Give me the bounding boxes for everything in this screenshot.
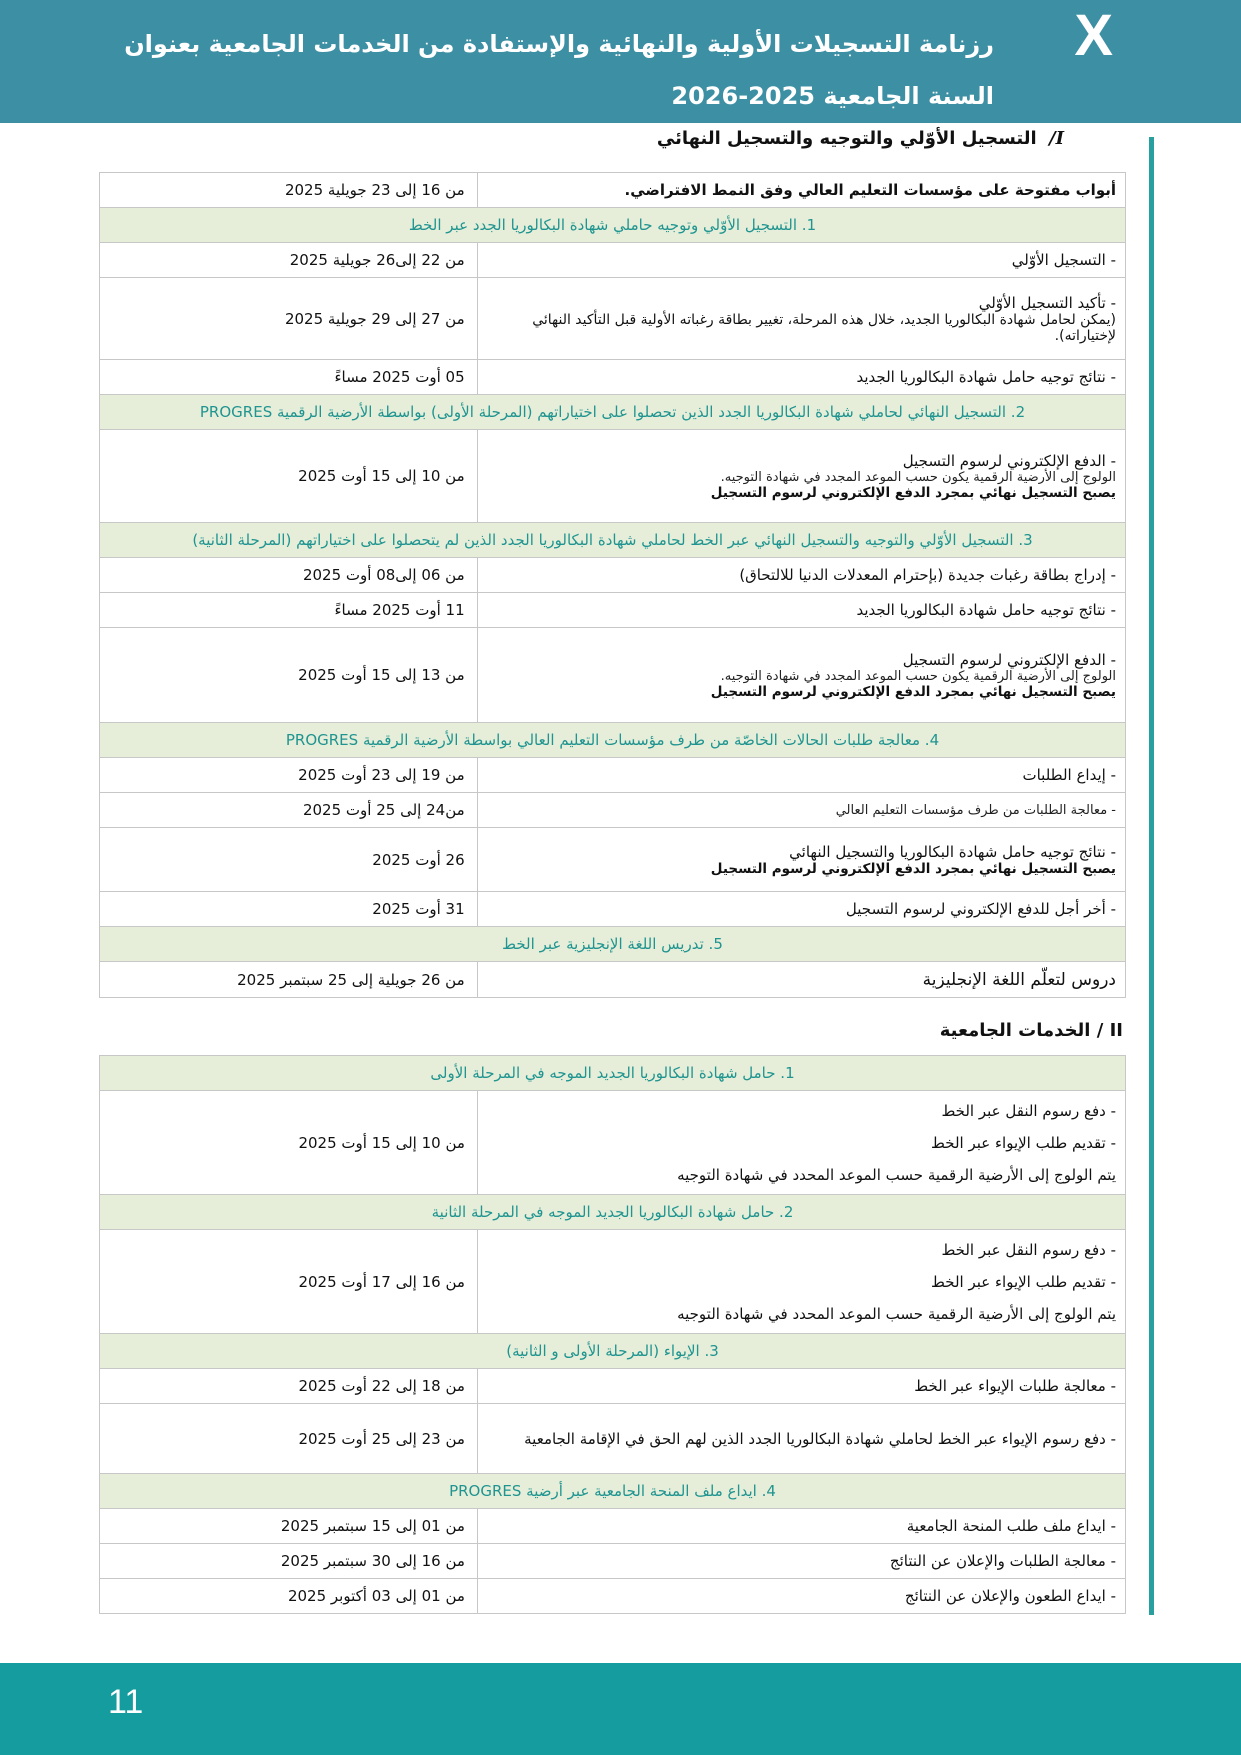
row-description: - معالجة الطلبات من طرف مؤسسات التعليم العالي [477,793,1125,828]
table-row [100,628,1126,723]
row-text: - تأكيد التسجيل الأوّلي [978,293,1116,312]
row-date: من 23 إلى 25 أوت 2025 [100,1404,478,1474]
table-band [100,208,1126,243]
row-date: من 27 إلى 29 جويلية 2025 [100,278,478,360]
band-title: 2. التسجيل النهائي لحاملي شهادة البكالوريا الجدد الذين تحصلوا على اختياراتهم (المرحلة الأولى) بواسطة الأرضية الرقمية PROGRES [100,395,1126,430]
table-row [100,173,1126,208]
table-row [100,1404,1126,1474]
row-text: يتم الولوج إلى الأرضية الرقمية حسب الموعد المحدد في شهادة التوجيه [677,1304,1116,1323]
band-title: 1. التسجيل الأوّلي وتوجيه حاملي شهادة البكالوريا الجدد عبر الخط [100,208,1126,243]
table-band [100,1195,1126,1230]
table-band [100,723,1126,758]
table-row [100,1369,1126,1404]
row-date: 31 أوت 2025 [100,892,478,927]
row-description [477,828,1125,892]
row-text: يتم الولوج إلى الأرضية الرقمية حسب الموعد المحدد في شهادة التوجيه [677,1165,1116,1184]
band-title: 5. تدريس اللغة الإنجليزية عبر الخط [100,927,1126,962]
section-heading-2: II / الخدمات الجامعية [939,1020,1123,1041]
registration-table [99,172,1126,998]
page-number: 11 [108,1683,144,1721]
row-note: الولوج إلى الأرضية الرقمية يكون حسب الموعد المجدد في شهادة التوجيه. [720,469,1116,485]
row-text: - دفع رسوم النقل عبر الخط [941,1240,1116,1259]
page-footer [0,1663,1241,1755]
row-description: - ايداع الطعون والإعلان عن النتائج [477,1579,1125,1614]
row-date: من 01 إلى 03 أكتوبر 2025 [100,1579,478,1614]
table-row [100,430,1126,523]
row-date: من 26 جويلية إلى 25 سبتمبر 2025 [100,962,478,998]
row-date: من 16 إلى 30 سبتمبر 2025 [100,1544,478,1579]
sidebar-accent-line [1149,137,1154,1615]
row-date: من 06 إلى08 أوت 2025 [100,558,478,593]
row-text: - الدفع الإلكتروني لرسوم التسجيل [902,650,1116,669]
row-date: من 22 إلى26 جويلية 2025 [100,243,478,278]
table-row [100,558,1126,593]
table-band [100,523,1126,558]
row-date: 05 أوت 2025 مساءً [100,360,478,395]
row-date: من 10 إلى 15 أوت 2025 [100,1091,478,1195]
row-description: - ايداع ملف طلب المنحة الجامعية [477,1509,1125,1544]
row-description [477,1091,1125,1195]
table-band [100,395,1126,430]
row-date: من 10 إلى 15 أوت 2025 [100,430,478,523]
table-band [100,1334,1126,1369]
row-date: من 18 إلى 22 أوت 2025 [100,1369,478,1404]
row-text: - نتائج توجيه حامل شهادة البكالوريا والتسجيل النهائي [789,842,1116,861]
band-title: 2. حامل شهادة البكالوريا الجديد الموجه في المرحلة الثانية [100,1195,1126,1230]
table-band [100,1474,1126,1509]
table-row [100,360,1126,395]
row-emphasis: يصبح التسجيل نهائي بمجرد الدفع الإلكتروني لرسوم التسجيل [710,860,1116,877]
table-row [100,278,1126,360]
row-note: (يمكن لحامل شهادة البكالوريا الجديد، خلال هذه المرحلة، تغيير بطاقة رغباته الأولية قبل التأكيد النهائي لإختياراته). [532,311,1116,344]
row-description: - نتائج توجيه حامل شهادة البكالوريا الجديد [477,360,1125,395]
table-row [100,1579,1126,1614]
row-date: من 19 إلى 23 أوت 2025 [100,758,478,793]
row-date: من24 إلى 25 أوت 2025 [100,793,478,828]
row-text: - تقديم طلب الإيواء عبر الخط [931,1133,1116,1152]
row-description: - إدراج بطاقة رغبات جديدة (بإحترام المعدلات الدنيا للالتحاق) [477,558,1125,593]
table-row [100,1509,1126,1544]
section-title: التسجيل الأوّلي والتوجيه والتسجيل النهائي [656,128,1037,149]
table-row [100,793,1126,828]
row-description: دروس لتعلّم اللغة الإنجليزية [477,962,1125,998]
page-header [0,0,1241,123]
row-text: - تقديم طلب الإيواء عبر الخط [931,1272,1116,1291]
row-date: من 01 إلى 15 سبتمبر 2025 [100,1509,478,1544]
band-title: 1. حامل شهادة البكالوريا الجديد الموجه في المرحلة الأولى [100,1056,1126,1091]
close-icon[interactable]: X [1074,3,1113,68]
row-emphasis: يصبح التسجيل نهائي بمجرد الدفع الإلكتروني لرسوم التسجيل [710,683,1116,700]
row-text: - دفع رسوم النقل عبر الخط [941,1101,1116,1120]
row-description: - نتائج توجيه حامل شهادة البكالوريا الجديد [477,593,1125,628]
band-title: 3. الإيواء (المرحلة الأولى و الثانية) [100,1334,1126,1369]
table-row [100,758,1126,793]
row-date: من 16 إلى 17 أوت 2025 [100,1230,478,1334]
row-description [477,430,1125,523]
table-row [100,1544,1126,1579]
row-description [477,1230,1125,1334]
row-description: - إيداع الطلبات [477,758,1125,793]
row-description [477,278,1125,360]
table-band [100,927,1126,962]
row-description: - معالجة الطلبات والإعلان عن النتائج [477,1544,1125,1579]
table-band [100,1056,1126,1091]
table-row [100,1230,1126,1334]
table-row [100,593,1126,628]
table-row [100,828,1126,892]
table-row [100,1091,1126,1195]
row-date: 11 أوت 2025 مساءً [100,593,478,628]
row-text: - الدفع الإلكتروني لرسوم التسجيل [902,451,1116,470]
row-date: 26 أوت 2025 [100,828,478,892]
section-number: I/ [1049,128,1064,149]
row-description [477,628,1125,723]
page-title: رزنامة التسجيلات الأولية والنهائية والإستفادة من الخدمات الجامعية بعنوان السنة الجامعية 2025-2026 [124,30,994,110]
row-date: من 13 إلى 15 أوت 2025 [100,628,478,723]
row-emphasis: يصبح التسجيل نهائي بمجرد الدفع الإلكتروني لرسوم التسجيل [710,484,1116,501]
band-title: 4. ايداع ملف المنحة الجامعية عبر أرضية PROGRES [100,1474,1126,1509]
row-description: أبواب مفتوحة على مؤسسات التعليم العالي وفق النمط الافتراضي. [477,173,1125,208]
table-row [100,243,1126,278]
services-table [99,1055,1126,1614]
band-title: 4. معالجة طلبات الحالات الخاصّة من طرف مؤسسات التعليم العالي بواسطة الأرضية الرقمية PROGRES [100,723,1126,758]
band-title: 3. التسجيل الأوّلي والتوجيه والتسجيل النهائي عبر الخط لحاملي شهادة البكالوريا الجدد الذين لم يتحصلوا على اختياراتهم (المرحلة الثانية) [100,523,1126,558]
row-description: - التسجيل الأوّلي [477,243,1125,278]
section-heading-1 [657,128,1064,149]
row-note: الولوج إلى الأرضية الرقمية يكون حسب الموعد المجدد في شهادة التوجيه. [720,668,1116,684]
table-row [100,892,1126,927]
row-date: من 16 إلى 23 جويلية 2025 [100,173,478,208]
row-description: - دفع رسوم الإيواء عبر الخط لحاملي شهادة البكالوريا الجدد الذين لهم الحق في الإقامة الجامعية [477,1404,1125,1474]
row-description: - معالجة طلبات الإيواء عبر الخط [477,1369,1125,1404]
table-row [100,962,1126,998]
row-description: - أخر أجل للدفع الإلكتروني لرسوم التسجيل [477,892,1125,927]
